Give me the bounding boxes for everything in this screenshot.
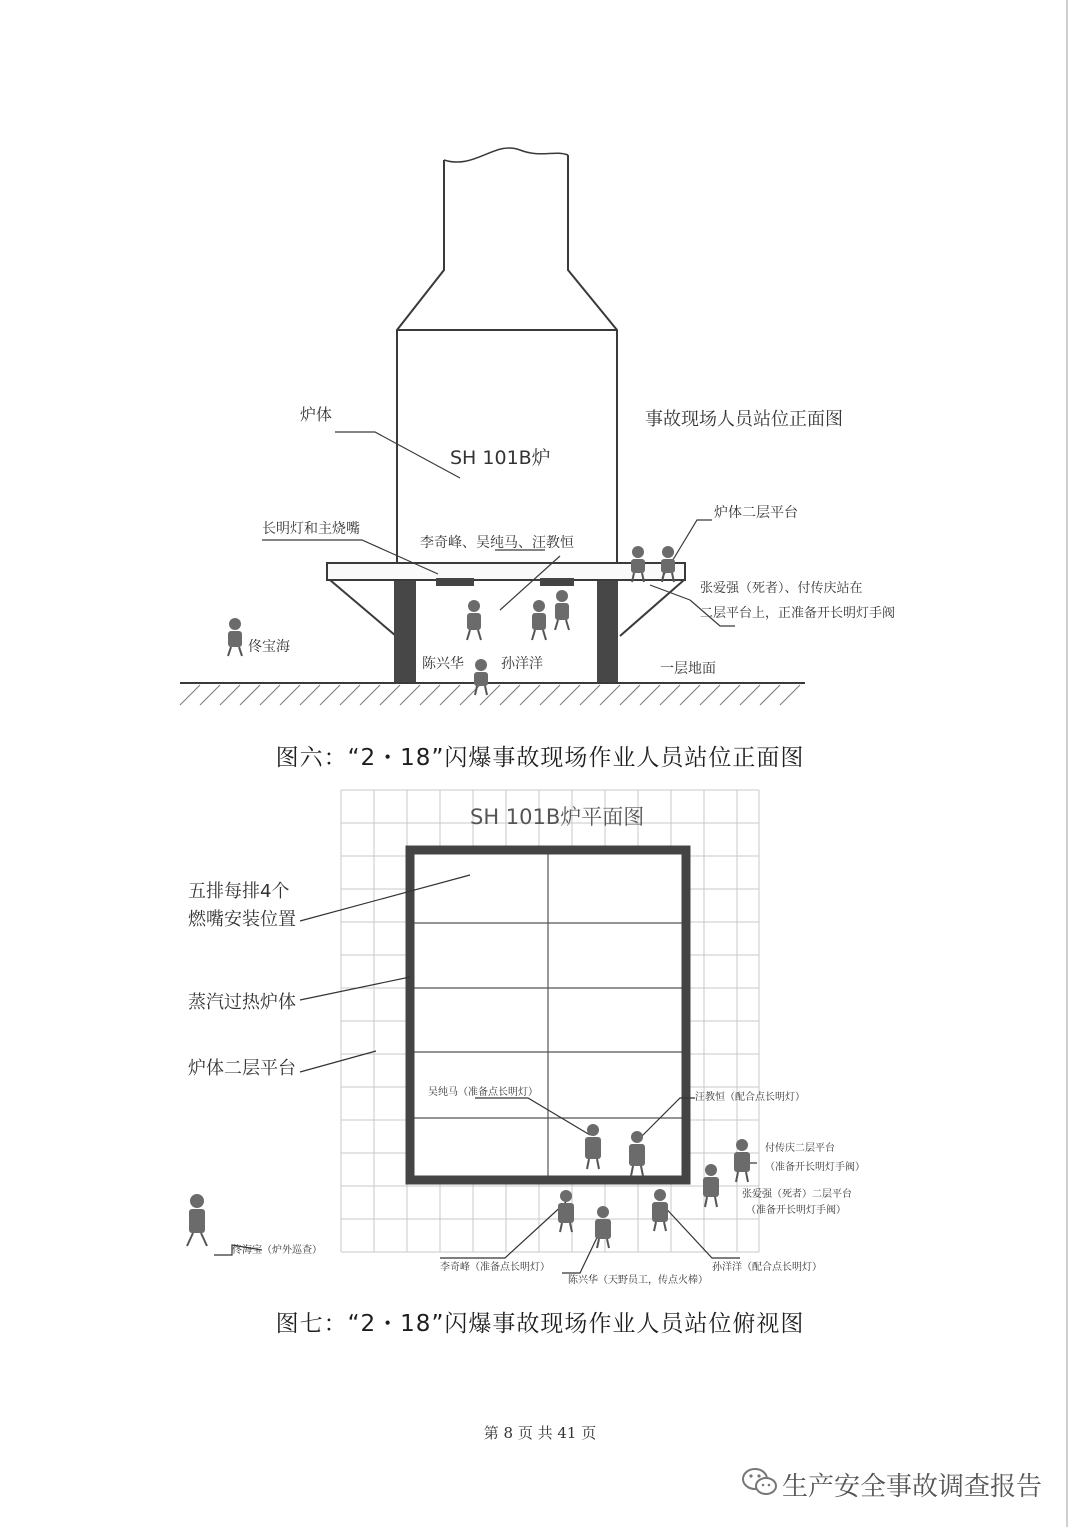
figure-7-caption: 图七：“2・18”闪爆事故现场作业人员站位俯视图 — [275, 1311, 805, 1337]
second-platform-label: 炉体二层平台 — [714, 505, 798, 521]
pilot-burner-right — [540, 578, 574, 586]
wechat-icon — [740, 1465, 780, 1499]
worker-figure — [532, 600, 546, 640]
column-left — [394, 581, 416, 682]
sun-label: 孙洋洋（配合点长明灯） — [712, 1262, 822, 1273]
wu-label: 吴纯马（准备点长明灯） — [428, 1087, 538, 1098]
figure-6-drawing — [0, 0, 1080, 730]
li-label: 李奇峰（准备点长明灯） — [440, 1262, 550, 1273]
furnace-body-label: 炉体 — [300, 405, 333, 424]
tong-label: 佟海宝（炉外巡查） — [232, 1245, 322, 1256]
zhang-label-line2: （准备开长明灯手阀） — [746, 1205, 846, 1216]
victims-label-line2: 二层平台上，正准备开长明灯手阀 — [700, 606, 896, 621]
figure-7-drawing — [0, 780, 1080, 1310]
person-bottom-a-label: 陈兴华 — [422, 656, 464, 672]
pilot-burner-label: 长明灯和主烧嘴 — [262, 521, 360, 537]
burners-label-line1: 五排每排4个 — [188, 881, 290, 902]
fu-label-line2: （准备开长明灯手阀） — [765, 1162, 865, 1173]
worker-figure — [228, 618, 242, 656]
group-names-label: 李奇峰、吴纯马、汪教恒 — [420, 535, 574, 551]
column-right — [597, 581, 618, 682]
worker-figure — [703, 1164, 719, 1207]
wang-label: 汪教恒（配合点长明灯） — [695, 1092, 805, 1103]
worker-figure — [474, 659, 488, 695]
victims-label-line1: 张爱强（死者）、付传庆站在 — [700, 581, 863, 596]
pilot-burner-left — [436, 578, 474, 586]
worker-figure — [652, 1189, 668, 1231]
front-view-side-title: 事故现场人员站位正面图 — [645, 409, 843, 430]
chimney — [397, 160, 444, 562]
worker-figure — [558, 1190, 574, 1232]
figure-6-caption: 图六：“2・18”闪爆事故现场作业人员站位正面图 — [275, 745, 805, 771]
chen-label: 陈兴华（天野员工，传点火棒） — [568, 1275, 708, 1286]
ground-label: 一层地面 — [660, 661, 716, 677]
worker-figure — [595, 1206, 611, 1248]
zhang-label-line1: 张爱强（死者）二层平台 — [742, 1189, 852, 1200]
fu-label-line1: 付传庆二层平台 — [765, 1143, 835, 1154]
furnace-code-label: SH 101B炉 — [450, 447, 551, 469]
plan-title: SH 101B炉平面图 — [470, 805, 645, 829]
page-number: 第 8 页 共 41 页 — [483, 1424, 597, 1442]
person-left-label: 佟宝海 — [248, 639, 290, 655]
burners-label-line2: 燃嘴安装位置 — [188, 909, 296, 930]
watermark-text: 生产安全事故调查报告 — [782, 1472, 1043, 1502]
worker-figure — [734, 1139, 750, 1182]
worker-figure — [187, 1194, 207, 1246]
worker-figure — [555, 590, 569, 630]
worker-figure — [467, 600, 481, 640]
superheat-furnace-label: 蒸汽过热炉体 — [188, 992, 296, 1013]
person-bottom-b-label: 孙洋洋 — [501, 656, 543, 672]
watermark — [740, 1463, 1060, 1503]
platform-label: 炉体二层平台 — [188, 1058, 296, 1079]
